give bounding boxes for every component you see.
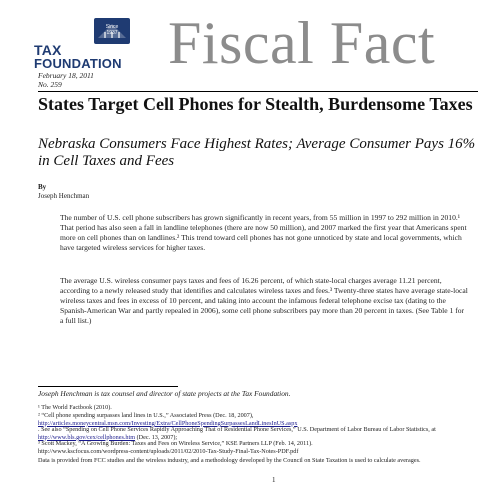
article-title: States Target Cell Phones for Stealth, Burdensome Taxes [38, 94, 473, 114]
issue-number: No. 259 [38, 80, 62, 89]
seal-since: Since [105, 24, 119, 30]
footnote-data-note: Data is provided from FCC studies and the wireless industry, and a methodology developed by the Council on State Taxation is used to calculate averages. [38, 457, 421, 464]
footnote-2-text: ² “Cell phone spending surpasses land lines in U.S.,” Associated Press (Dec. 18, 2007), [38, 412, 254, 419]
tax-foundation-logo [34, 18, 139, 78]
article-subtitle: Nebraska Consumers Face Highest Rates; Average Consumer Pays 16% in Cell Taxes and Fees [38, 136, 476, 169]
footnote-2-see-also: . See also “Spending on Cell Phone Services Rapidly Approaching That of Residential Phone Services,” U.S. Department of Labor Bureau of Labor Statistics, at [38, 426, 436, 433]
seal-year: 1937 [106, 30, 118, 36]
footnote-2-bls-link[interactable]: http://www.bls.gov/cex/cellphones.htm [38, 433, 136, 441]
logo-line-1: TAX [34, 42, 62, 58]
header-divider [38, 91, 478, 92]
footnote-divider [38, 386, 178, 387]
footnote-1: ¹ The World Factbook (2010). [38, 404, 112, 411]
logo-line-2: FOUNDATION [34, 56, 122, 71]
footnote-3: ³ Scott Mackey, “A Growing Burden: Taxes and Fees on Wireless Service,” KSE Partners LLP (Feb. 14, 2011). [38, 440, 313, 447]
page-number: 1 [272, 476, 276, 484]
body-paragraph-2: The average U.S. wireless consumer pays taxes and fees of 16.26 percent, of which state-local charges average 11.21 percent, according to a newly released study that identifies and calculates wireless taxes and fees.³ Twenty-three states have average state-local wireless taxes and fees in excess of 10 percent, and taking into account the infamous federal telephone excise tax (dating to the Spanish-American War and partly repealed in 2006), some cell phone subscribers pay more than 20 percent in taxes. (See Table 1 for a full list.) [60, 276, 468, 325]
seal-text [100, 24, 124, 36]
issue-date: February 18, 2011 [38, 71, 94, 80]
byline-label: By [38, 183, 47, 191]
footnote-2-date: (Dec. 13, 2007); [135, 433, 178, 441]
issue-info [38, 71, 94, 89]
author-note: Joseph Henchman is tax counsel and director of state projects at the Tax Foundation. [38, 389, 291, 398]
byline-author: Joseph Henchman [38, 192, 90, 200]
logo-wordmark [34, 44, 122, 70]
masthead-title: Fiscal Fact [168, 10, 436, 76]
body-paragraph-1: The number of U.S. cell phone subscribers has grown significantly in recent years, from 55 million in 1997 to 292 million in 2010.¹ That period has also seen a fall in landline telephones (there are now 50 million), and 2007 marked the first year that Americans spent more on cell phones than on landlines.² This trend toward cell phones has not gone unnoticed by state and local governments, which have targeted wireless services for higher taxes. [60, 213, 467, 252]
footnote-2-link[interactable]: http://articles.moneycentral.msn.com/Investing/Extra/CellPhoneSpendingSurpassesLandLinesInUS.aspx [38, 419, 298, 427]
footnote-3-url[interactable]: http://www.kscfocus.com/wordpress-content/uploads/2011/02/2010-Tax-Study-Final-Tax-Notes-PDF.pdf [38, 448, 299, 455]
